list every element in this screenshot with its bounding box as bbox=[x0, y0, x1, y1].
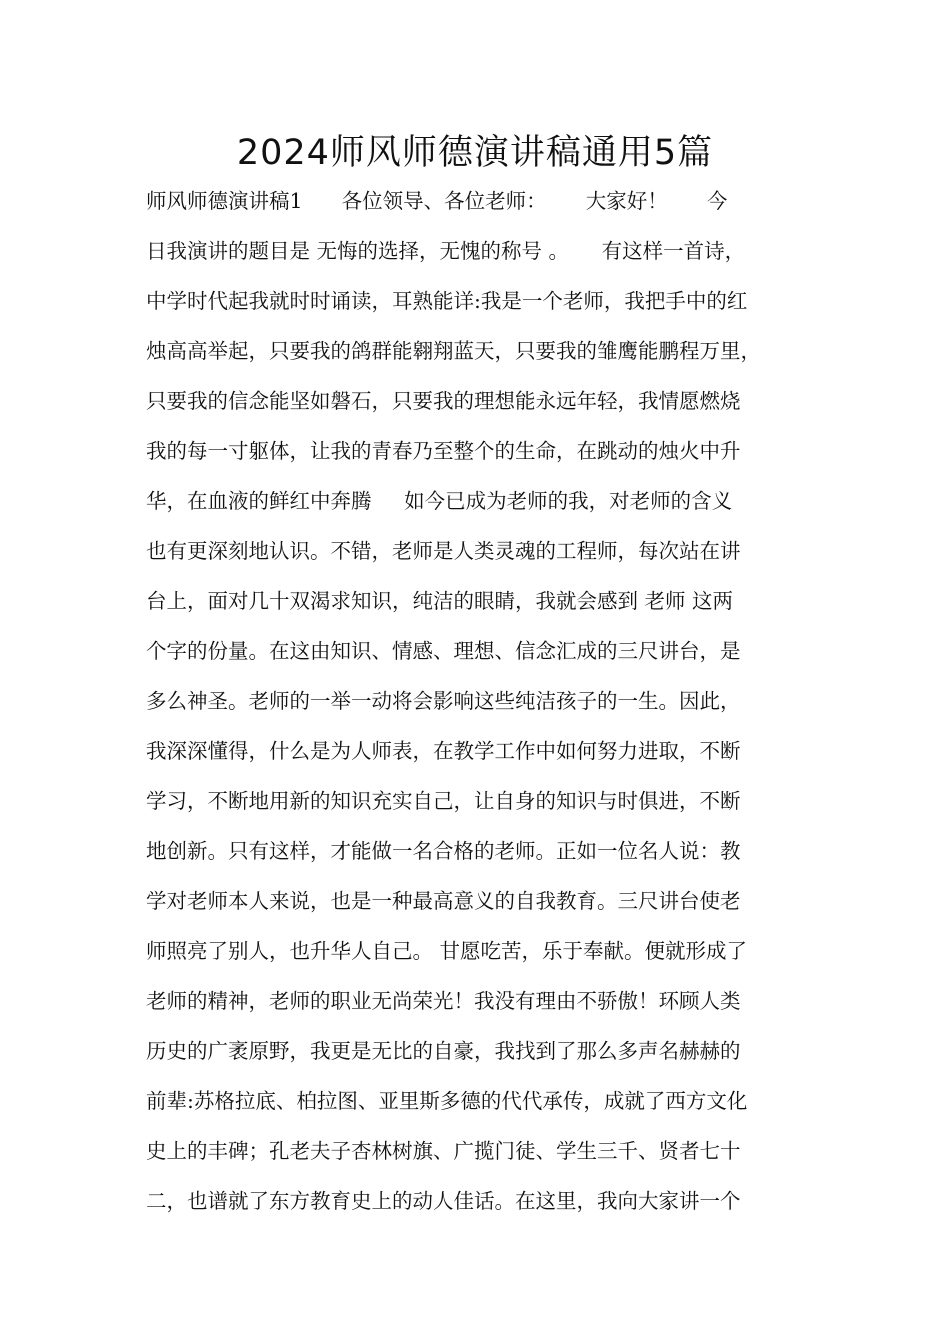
text-line: 华，在血液的鲜红中奔腾 如今已成为老师的我，对老师的含义 bbox=[146, 489, 733, 513]
text-line: 个字的份量。在这由知识、情感、理想、信念汇成的三尺讲台，是 bbox=[146, 639, 741, 663]
text-line: 日我演讲的题目是 无悔的选择，无愧的称号 。 有这样一首诗， bbox=[146, 239, 746, 263]
text-line: 多么神圣。老师的一举一动将会影响这些纯洁孩子的一生。因此， bbox=[146, 689, 741, 713]
document-body bbox=[146, 179, 826, 1229]
text-line: 前辈:苏格拉底、柏拉图、亚里斯多德的代代承传，成就了西方文化 bbox=[146, 1089, 748, 1113]
text-line: 师照亮了别人，也升华人自己。 甘愿吃苦，乐于奉献。便就形成了 bbox=[146, 939, 748, 963]
document-title: 2024师风师德演讲稿通用5篇 bbox=[236, 133, 714, 173]
text-line: 台上，面对几十双渴求知识，纯洁的眼睛，我就会感到 老师 这两 bbox=[146, 589, 734, 613]
text-line: 二，也谱就了东方教育史上的动人佳话。在这里，我向大家讲一个 bbox=[146, 1189, 741, 1213]
text-line: 只要我的信念能坚如磐石，只要我的理想能永远年轻，我情愿燃烧 bbox=[146, 389, 741, 413]
text-line: 老师的精神，老师的职业无尚荣光！我没有理由不骄傲！环顾人类 bbox=[146, 989, 741, 1013]
text-line: 中学时代起我就时时诵读，耳熟能详:我是一个老师，我把手中的红 bbox=[146, 289, 748, 313]
text-line: 也有更深刻地认识。不错，老师是人类灵魂的工程师，每次站在讲 bbox=[146, 539, 741, 563]
text-line: 我深深懂得，什么是为人师表，在教学工作中如何努力进取，不断 bbox=[146, 739, 741, 763]
text-line: 学习，不断地用新的知识充实自己，让自身的知识与时俱进，不断 bbox=[146, 789, 741, 813]
text-line: 师风师德演讲稿1 各位领导、各位老师： 大家好！ 今 bbox=[146, 189, 728, 213]
text-line: 历史的广袤原野，我更是无比的自豪，我找到了那么多声名赫赫的 bbox=[146, 1039, 741, 1063]
text-line: 史上的丰碑；孔老夫子杏林树旗、广揽门徒、学生三千、贤者七十 bbox=[146, 1139, 741, 1163]
text-line: 学对老师本人来说，也是一种最高意义的自我教育。三尺讲台使老 bbox=[146, 889, 741, 913]
text-line: 烛高高举起，只要我的鸽群能翱翔蓝天，只要我的雏鹰能鹏程万里， bbox=[146, 339, 761, 363]
text-line: 我的每一寸躯体，让我的青春乃至整个的生命，在跳动的烛火中升 bbox=[146, 439, 741, 463]
text-line: 地创新。只有这样，才能做一名合格的老师。正如一位名人说：教 bbox=[146, 839, 741, 863]
